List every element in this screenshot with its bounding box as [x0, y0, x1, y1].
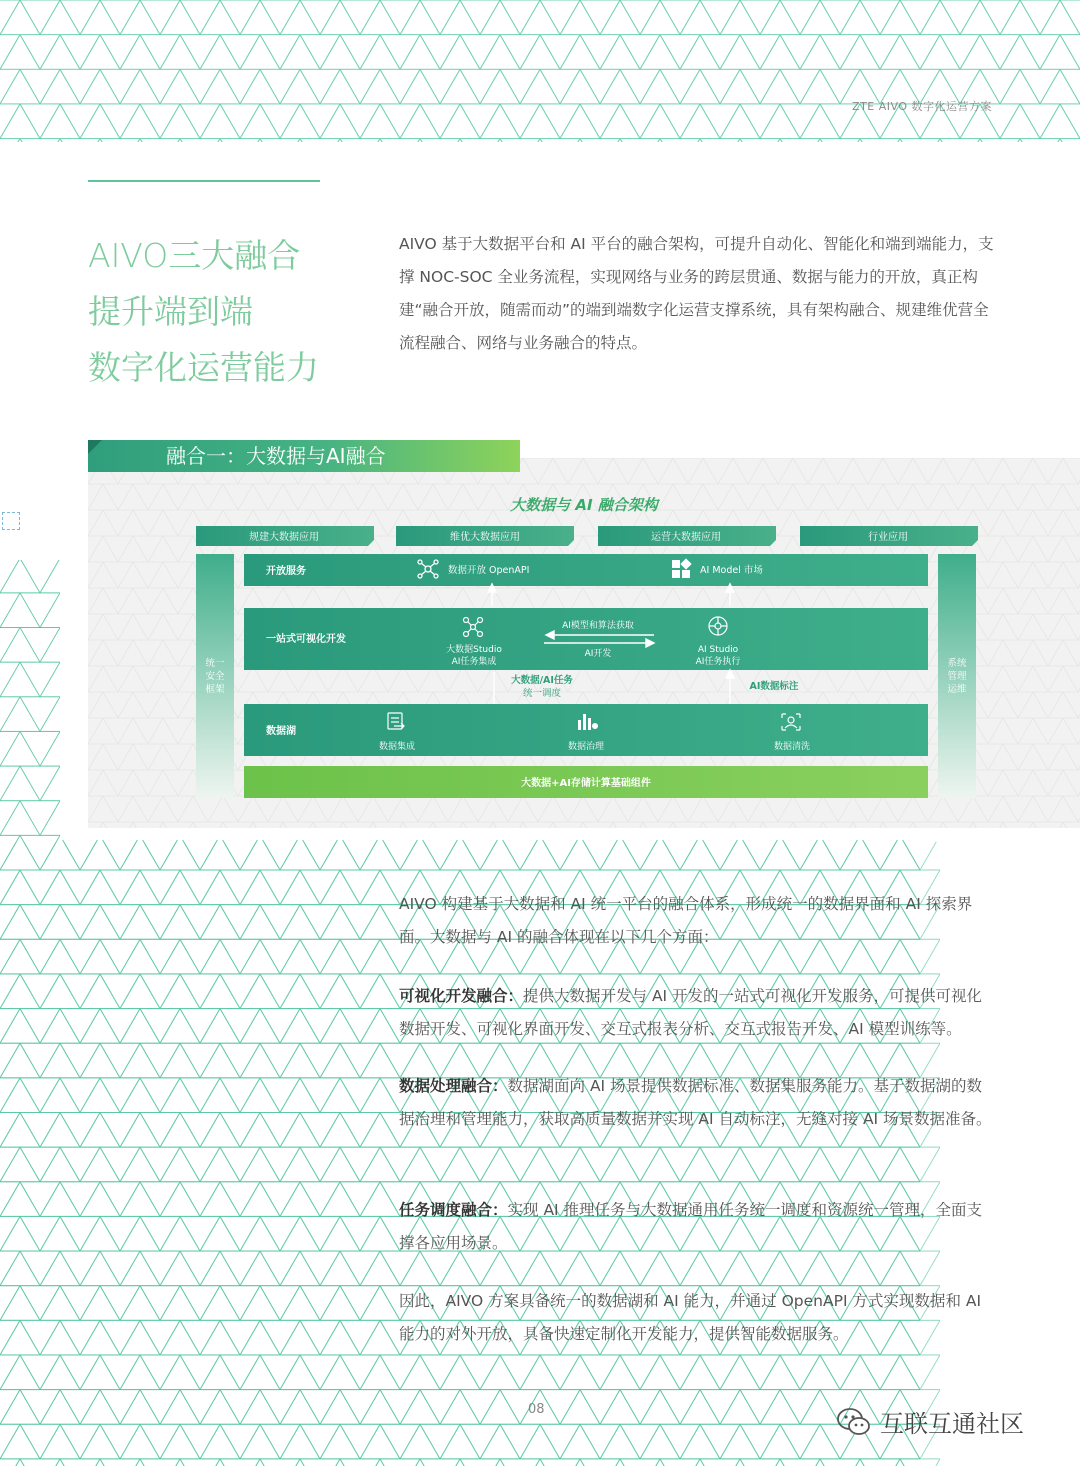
architecture-diagram	[88, 458, 1080, 828]
page-number: 08	[528, 1402, 545, 1417]
dev-label: 一站式可视化开发	[266, 634, 346, 645]
data-cleaning-label: 数据清洗	[773, 742, 811, 752]
page-title	[88, 228, 319, 396]
schedule-label-a: 大数据/AI任务	[511, 675, 573, 686]
data-lake-label: 数据湖	[266, 726, 296, 737]
data-governance-label: 数据治理	[567, 742, 605, 752]
title-line-3: 数字化运营能力	[88, 348, 319, 387]
open-service-label: 开放服务	[266, 566, 306, 577]
app-tab-2: 维优大数据应用	[450, 532, 520, 543]
bigdata-studio-task: AI任务集成	[451, 657, 497, 667]
data-integration-label: 数据集成	[378, 742, 416, 752]
body-paragraph-1: AIVO 构建基于大数据和 AI 统一平台的融合体系，形成统一的数据界面和 AI 探索界面。大数据与 AI 的融合体现在以下几个方面：	[399, 895, 973, 946]
title-rule	[88, 180, 320, 182]
wechat-icon	[836, 1407, 872, 1437]
open-service-band	[244, 554, 928, 586]
selection-marker	[2, 512, 20, 530]
title-line-2: 提升端到端	[88, 292, 253, 331]
section-title: 融合一：大数据与AI融合	[166, 444, 386, 468]
title-line-1: AIVO三大融合	[88, 236, 301, 275]
watermark-text: 互联互通社区	[880, 1410, 1024, 1438]
section-banner	[88, 440, 520, 472]
p3-label: 数据处理融合：	[399, 1077, 508, 1095]
ai-studio-label: AI Studio	[697, 645, 739, 655]
intro-paragraph: AIVO 基于大数据平台和 AI 平台的融合架构，可提升自动化、智能化和端到端能力，支撑 NOC-SOC 全业务流程，实现网络与业务的跨层贯通、数据与能力的开放，真正构建“融合开放，随需而动”的端到端数字化运营支撑系统，具有架构融合、规建维优营全流程融合、网络与业务融合的特点。	[399, 235, 994, 352]
body-paragraph-3	[399, 1070, 997, 1136]
header-doc-title: ZTE AIVO 数字化运营方案	[852, 100, 992, 113]
body-paragraph-2	[399, 980, 997, 1046]
arrow-top-label: AI模型和算法获取	[562, 621, 634, 631]
right-column-label: 系统管理运维	[947, 658, 967, 695]
p3-text: 数据湖面向 AI 场景提供数据标准、数据集服务能力。基于数据湖的数据治理和管理能力，获取高质量数据并实现 AI 自动标注，无缝对接 AI 场景数据准备。	[399, 1077, 992, 1128]
architecture-svg	[88, 458, 1080, 828]
left-column-label: 统一安全框架	[205, 658, 225, 695]
app-tab-4: 行业应用	[868, 532, 908, 543]
app-tab-1: 规建大数据应用	[249, 532, 319, 543]
p4-label: 任务调度融合：	[399, 1201, 508, 1219]
p2-text: 提供大数据开发与 AI 开发的一站式可视化开发服务，可提供可视化数据开发、可视化界面开发、交互式报表分析、交互式报告开发、AI 模型训练等。	[399, 987, 983, 1038]
p2-label: 可视化开发融合：	[399, 987, 524, 1005]
base-label: 大数据+AI存储计算基础组件	[521, 778, 651, 789]
watermark	[836, 1404, 1024, 1439]
arrow-bottom-label: AI开发	[584, 649, 612, 659]
annotation-label: AI数据标注	[749, 681, 799, 692]
diagram-title: 大数据与 AI 融合架构	[510, 496, 658, 514]
bigdata-studio-label: 大数据Studio	[446, 645, 502, 655]
ai-studio-task: AI任务执行	[695, 657, 741, 667]
model-market-label: AI Model 市场	[700, 565, 763, 576]
body-paragraph-5: 因此，AIVO 方案具备统一的数据湖和 AI 能力，并通过 OpenAPI 方式实现数据和 AI 能力的对外开放，具备快速定制化开发能力，提供智能数据服务。	[399, 1292, 982, 1343]
dev-band	[244, 608, 928, 670]
body-paragraph-4	[399, 1194, 997, 1260]
open-api-label: 数据开放 OpenAPI	[448, 565, 530, 576]
schedule-label-b: 统一调度	[522, 688, 562, 699]
app-tab-3: 运营大数据应用	[651, 532, 721, 543]
banner-corner	[88, 440, 102, 454]
p4-text: 实现 AI 推理任务与大数据通用任务统一调度和资源统一管理，全面支撑各应用场景。	[399, 1201, 983, 1252]
